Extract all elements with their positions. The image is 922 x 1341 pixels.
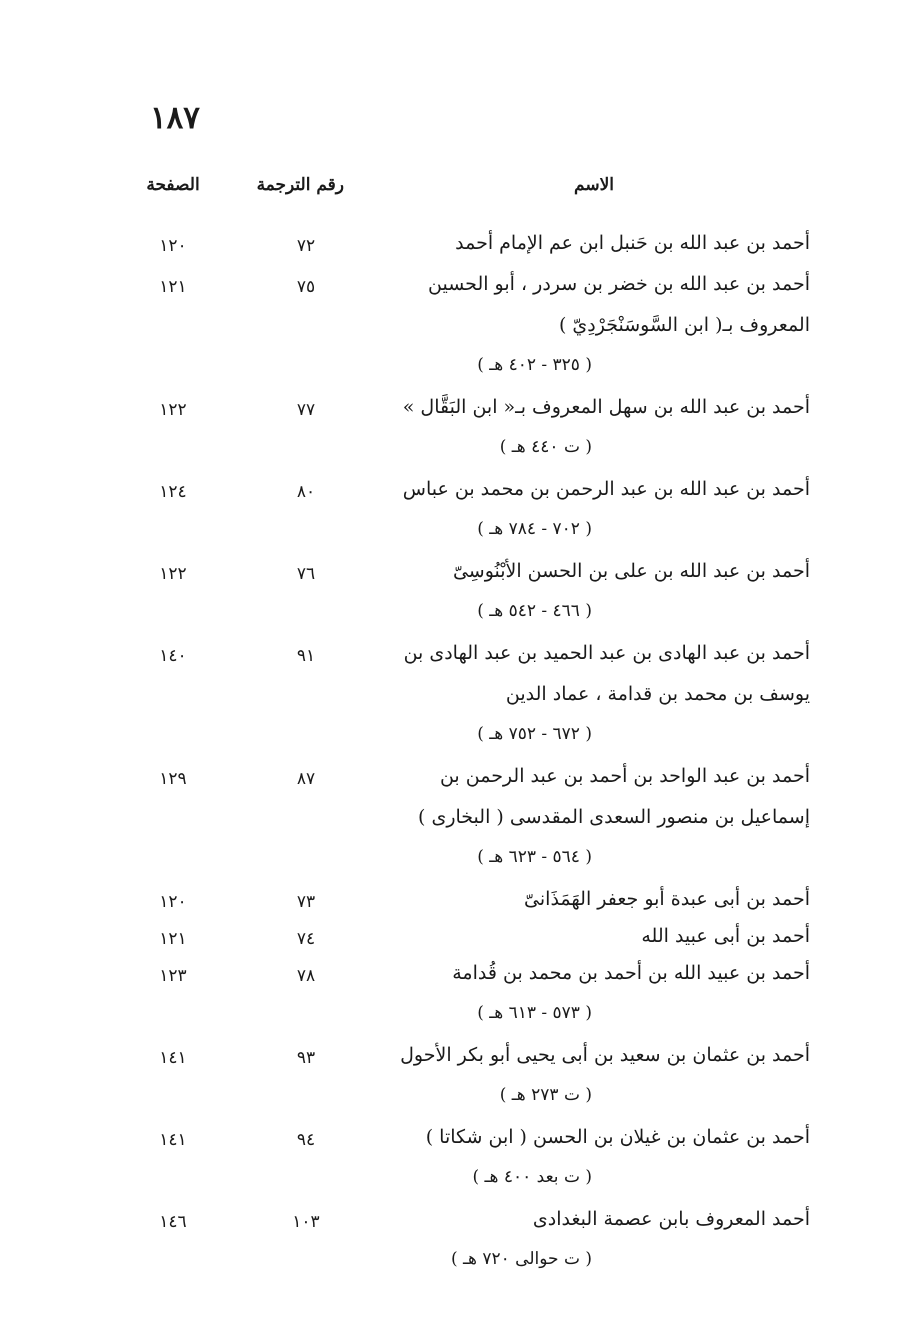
- entry-date: ( ت ٤٤٠ هـ ): [499, 437, 592, 457]
- entry-line: [0, 267, 922, 308]
- entry-translation-number: ٧٨: [296, 966, 316, 986]
- entry-page-number: ١٤١: [159, 1048, 187, 1068]
- entry-translation-number: ٧٣: [296, 892, 316, 912]
- entry-name: أحمد المعروف بابن عصمة البغدادى: [532, 1208, 810, 1230]
- index-entry: [0, 1202, 922, 1284]
- entry-translation-number: ٧٥: [296, 277, 316, 297]
- entry-date: ( ت ٢٧٣ هـ ): [499, 1085, 592, 1105]
- entry-name: أحمد بن عبد الله بن خضر بن سردر ، أبو الحسين: [428, 273, 810, 295]
- entry-name: أحمد بن عبد الله بن على بن الحسن الأبْنُوسِىّ: [452, 560, 810, 582]
- entry-name: أحمد بن عبد الهادى بن عبد الحميد بن عبد الهادى بن: [403, 642, 810, 664]
- entry-name: أحمد بن أبى عبدة أبو جعفر الهَمَذَانىّ: [524, 888, 810, 910]
- entry-translation-number: ١٠٣: [292, 1212, 320, 1232]
- entry-date: ( ت حوالى ٧٢٠ هـ ): [450, 1249, 592, 1269]
- entry-name: يوسف بن محمد بن قدامة ، عماد الدين: [505, 683, 810, 705]
- entry-line: [0, 800, 922, 841]
- page-number: ١٨٧: [150, 100, 200, 136]
- entry-name: المعروف بـ( ابن السَّوسَنْجَرْدِيّ ): [558, 314, 810, 336]
- entry-line: [0, 677, 922, 718]
- entry-date: ( ٦٧٢ - ٧٥٢ هـ ): [477, 724, 592, 744]
- entry-translation-number: ٩١: [296, 646, 316, 666]
- entry-page-number: ١٢٩: [159, 769, 187, 789]
- entry-line: [0, 390, 922, 431]
- entry-date-line: [0, 349, 922, 390]
- entry-page-number: ١٤٦: [159, 1212, 187, 1232]
- entry-date-line: [0, 1243, 922, 1284]
- entry-date: ( ٤٦٦ - ٥٤٢ هـ ): [477, 601, 592, 621]
- entry-date-line: [0, 595, 922, 636]
- entry-name: أحمد بن عثمان بن سعيد بن أبى يحيى أبو بكر الأحول: [400, 1044, 810, 1066]
- entry-translation-number: ٨٧: [296, 769, 316, 789]
- entry-name: أحمد بن عبد الواحد بن أحمد بن عبد الرحمن بن: [439, 765, 810, 787]
- entry-page-number: ١٢١: [159, 277, 187, 297]
- entry-name: أحمد بن عبد الله بن سهل المعروف بـ« ابن البَقَّال »: [402, 396, 810, 418]
- index-entry: [0, 1038, 922, 1120]
- column-header-row: [0, 175, 922, 205]
- entry-line: [0, 956, 922, 997]
- entry-date: ( ت بعد ٤٠٠ هـ ): [472, 1167, 592, 1187]
- index-entry: [0, 759, 922, 882]
- entry-page-number: ١٢٤: [159, 482, 187, 502]
- entry-translation-number: ٩٤: [296, 1130, 316, 1150]
- index-entry: [0, 226, 922, 267]
- entry-translation-number: ٧٦: [296, 564, 316, 584]
- index-entry: [0, 636, 922, 759]
- entry-page-number: ١٢٢: [159, 564, 187, 584]
- header-name: الاسم: [574, 175, 614, 195]
- entry-date-line: [0, 513, 922, 554]
- entry-translation-number: ٧٢: [296, 236, 316, 256]
- entry-line: [0, 1120, 922, 1161]
- entry-line: [0, 472, 922, 513]
- entry-page-number: ١٢٣: [159, 966, 187, 986]
- header-translation-number: رقم الترجمة: [256, 175, 344, 195]
- entry-date-line: [0, 841, 922, 882]
- entry-date-line: [0, 997, 922, 1038]
- entry-name: إسماعيل بن منصور السعدى المقدسى ( البخارى ): [418, 806, 810, 828]
- entry-line: [0, 1202, 922, 1243]
- entry-page-number: ١٢١: [159, 929, 187, 949]
- header-page: الصفحة: [146, 175, 200, 195]
- entry-page-number: ١٢٠: [159, 236, 187, 256]
- index-entry: [0, 472, 922, 554]
- entry-page-number: ١٢٠: [159, 892, 187, 912]
- index-entry: [0, 267, 922, 390]
- entry-line: [0, 882, 922, 919]
- entry-line: [0, 919, 922, 956]
- entry-date: ( ٥٦٤ - ٦٢٣ هـ ): [477, 847, 592, 867]
- index-entry: [0, 956, 922, 1038]
- index-entries-list: [0, 226, 922, 1284]
- entry-translation-number: ٧٧: [296, 400, 316, 420]
- entry-date-line: [0, 718, 922, 759]
- entry-page-number: ١٤١: [159, 1130, 187, 1150]
- entry-date: ( ٧٠٢ - ٧٨٤ هـ ): [477, 519, 592, 539]
- entry-page-number: ١٤٠: [159, 646, 187, 666]
- entry-line: [0, 554, 922, 595]
- index-entry: [0, 882, 922, 919]
- entry-name: أحمد بن عبد الله بن عبد الرحمن بن محمد بن عباس: [402, 478, 810, 500]
- entry-name: أحمد بن أبى عبيد الله: [641, 925, 810, 947]
- entry-date-line: [0, 431, 922, 472]
- index-entry: [0, 554, 922, 636]
- entry-date-line: [0, 1161, 922, 1202]
- entry-page-number: ١٢٢: [159, 400, 187, 420]
- entry-line: [0, 308, 922, 349]
- entry-translation-number: ٨٠: [296, 482, 316, 502]
- entry-date-line: [0, 1079, 922, 1120]
- index-entry: [0, 1120, 922, 1202]
- entry-line: [0, 636, 922, 677]
- entry-name: أحمد بن عثمان بن غيلان بن الحسن ( ابن شكاتا ): [425, 1126, 810, 1148]
- entry-line: [0, 759, 922, 800]
- entry-line: [0, 1038, 922, 1079]
- index-entry: [0, 919, 922, 956]
- entry-name: أحمد بن عبد الله بن حَنبل ابن عم الإمام أحمد: [455, 232, 810, 254]
- entry-line: [0, 226, 922, 267]
- entry-name: أحمد بن عبيد الله بن أحمد بن محمد بن قُدامة: [452, 962, 810, 984]
- index-entry: [0, 390, 922, 472]
- entry-translation-number: ٧٤: [296, 929, 316, 949]
- entry-date: ( ٣٢٥ - ٤٠٢ هـ ): [477, 355, 592, 375]
- entry-date: ( ٥٧٣ - ٦١٣ هـ ): [477, 1003, 592, 1023]
- entry-translation-number: ٩٣: [296, 1048, 316, 1068]
